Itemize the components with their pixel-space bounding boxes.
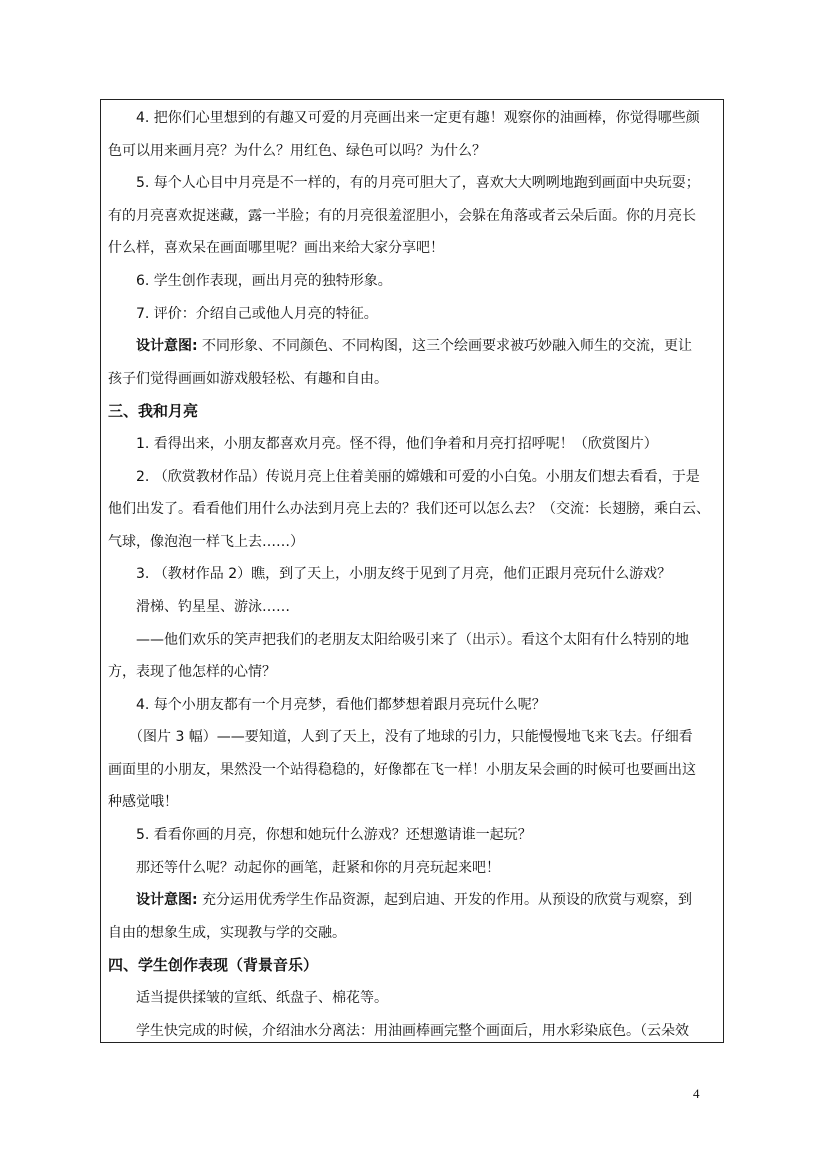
paragraph-line xyxy=(108,363,720,396)
line-text: 色可以用来画月亮？为什么？用红色、绿色可以吗？为什么？ xyxy=(108,142,486,159)
line-text: 7. 评价：介绍自己或他人月亮的特征。 xyxy=(136,305,378,322)
paragraph-line xyxy=(108,819,720,852)
line-text: 充分运用优秀学生作品资源，起到启迪、开发的作用。从预设的欣赏与观察，到 xyxy=(197,892,693,909)
line-text: 不同形象、不同颜色、不同构图，这三个绘画要求被巧妙融入师生的交流，更让 xyxy=(197,338,693,355)
line-text: 有的月亮喜欢捉迷藏，露一半脸；有的月亮很羞涩胆小，会躲在角落或者云朵后面。你的月亮长 xyxy=(108,207,696,224)
line-text: 他们出发了。看看他们用什么办法到月亮上去的？我们还可以怎么去？（交流：长翅膀，乘白云、 xyxy=(108,501,710,518)
paragraph-line xyxy=(108,689,720,722)
paragraph-line xyxy=(108,200,720,233)
line-text: 滑梯、钓星星、游泳…… xyxy=(136,598,290,615)
paragraph-line xyxy=(108,754,720,787)
paragraph-line xyxy=(108,917,720,950)
paragraph-line xyxy=(108,265,720,298)
line-text: 1. 看得出来，小朋友都喜欢月亮。怪不得，他们争着和月亮打招呼呢！（欣赏图片） xyxy=(136,435,658,452)
paragraph-line xyxy=(108,330,720,363)
section-heading: 四、学生创作表现（背景音乐） xyxy=(108,956,319,975)
line-text: 学生快完成的时候，介绍油水分离法：用油画棒画完整个画面后，用水彩染底色。（云朵效 xyxy=(136,1022,689,1039)
paragraph-line xyxy=(108,884,720,917)
line-text: 4. 把你们心里想到的有趣又可爱的月亮画出来一定更有趣！观察你的油画棒，你觉得哪些颜 xyxy=(136,110,700,126)
line-text: 种感觉哦！ xyxy=(108,794,178,811)
page-number: 4 xyxy=(693,1086,700,1101)
paragraph-line xyxy=(108,721,720,754)
design-intent-label: 设计意图: xyxy=(136,892,198,909)
section-heading: 三、我和月亮 xyxy=(108,402,199,421)
line-text: 那还等什么呢？动起你的画笔，赶紧和你的月亮玩起来吧！ xyxy=(136,859,500,876)
line-text: 5. 看看你画的月亮，你想和她玩什么游戏？还想邀请谁一起玩？ xyxy=(136,827,532,844)
line-text: （图片 3 幅）——要知道，人到了天上，没有了地球的引力，只能慢慢地飞来飞去。仔细看 xyxy=(129,729,693,746)
line-text: 4. 每个小朋友都有一个月亮梦，看他们都梦想着跟月亮玩什么呢？ xyxy=(136,696,546,713)
line-text: 什么样，喜欢呆在画面哪里呢？画出来给大家分享吧！ xyxy=(108,240,444,257)
paragraph-line xyxy=(108,102,720,135)
line-text: 自由的想象生成，实现教与学的交融。 xyxy=(108,924,346,941)
paragraph-line xyxy=(108,852,720,885)
line-text: ——他们欢乐的笑声把我们的老朋友太阳给吸引来了（出示）。看这个太阳有什么特别的地 xyxy=(136,631,689,648)
paragraph-line xyxy=(108,461,720,494)
line-text: 适当提供揉皱的宣纸、纸盘子、棉花等。 xyxy=(136,990,388,1007)
lesson-plan-content xyxy=(108,102,720,1047)
line-text: 方，表现了他怎样的心情？ xyxy=(108,664,276,681)
line-text: 气球，像泡泡一样飞上去……） xyxy=(108,533,304,550)
paragraph-line xyxy=(108,493,720,526)
line-text: 画面里的小朋友，果然没一个站得稳稳的，好像都在飞一样！小朋友呆会画的时候可也要画出这 xyxy=(108,761,696,778)
paragraph-line xyxy=(108,982,720,1015)
line-text: 6. 学生创作表现，画出月亮的独特形象。 xyxy=(136,272,392,289)
paragraph-line xyxy=(108,167,720,200)
line-text: 孩子们觉得画画如游戏般轻松、有趣和自由。 xyxy=(108,370,388,387)
paragraph-line xyxy=(108,558,720,591)
paragraph-line xyxy=(108,428,720,461)
paragraph-line xyxy=(108,1015,720,1048)
paragraph-line xyxy=(108,656,720,689)
paragraph-line xyxy=(108,624,720,657)
line-text: 5. 每个人心目中月亮是不一样的，有的月亮可胆大了，喜欢大大咧咧地跑到画面中央玩耍； xyxy=(136,175,700,192)
paragraph-line xyxy=(108,298,720,331)
line-text: 2. （欣赏教材作品）传说月亮上住着美丽的嫦娥和可爱的小白兔。小朋友们想去看看，于是 xyxy=(136,468,700,485)
line-text: 3. （教材作品 2）瞧，到了天上，小朋友终于见到了月亮，他们正跟月亮玩什么游戏？ xyxy=(136,566,672,583)
paragraph-line xyxy=(108,591,720,624)
paragraph-line xyxy=(108,786,720,819)
paragraph-line xyxy=(108,135,720,168)
paragraph-line xyxy=(108,526,720,559)
design-intent-label: 设计意图: xyxy=(136,338,198,355)
paragraph-line xyxy=(108,232,720,265)
